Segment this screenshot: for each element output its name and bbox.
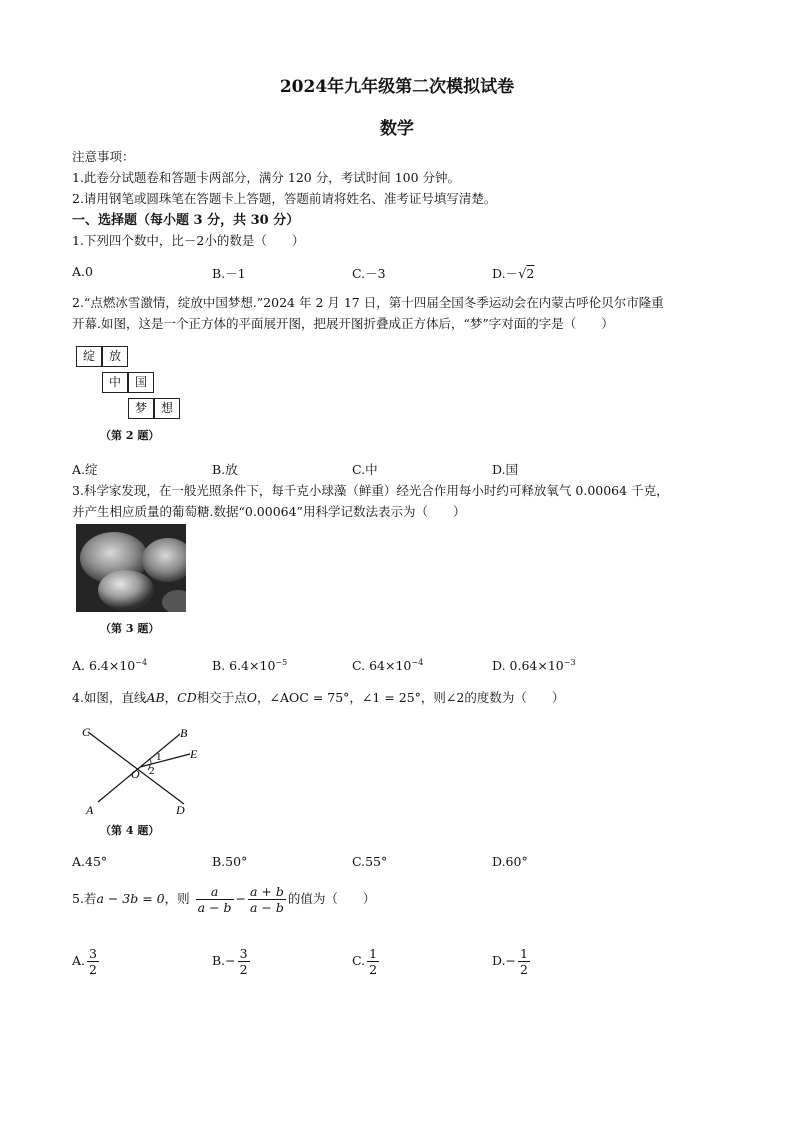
q3-option-d: D. $0.64\times 10^{-3}$ xyxy=(492,658,576,674)
cube-net-cell-1: 绽 xyxy=(76,346,102,367)
subject-title: 数学 xyxy=(380,119,414,139)
notes-line-1: 1.此卷分试题卷和答题卡两部分，满分 120 分，考试时间 100 分钟。 xyxy=(72,170,461,185)
q3-caption: （第 3 题） xyxy=(100,622,160,635)
q3-stem-line-1: 3.科学家发现，在一般光照条件下，每千克小球藻（鲜重）经光合作用每小时约可释放氧气 0.00064 千克， xyxy=(72,483,669,498)
cube-net-cell-4: 国 xyxy=(128,372,154,393)
q2-option-d: D.国 xyxy=(492,462,519,477)
label-angle-2: 2 xyxy=(149,765,155,777)
q1-option-c: C.－3 xyxy=(352,266,386,281)
q4-option-d: D.60° xyxy=(492,854,528,869)
q1-option-d-radicand: 2 xyxy=(526,266,535,281)
chlorella-photo xyxy=(76,524,186,612)
label-angle-1: 1 xyxy=(156,751,162,763)
q5-option-c: C. $\frac{1}{2}$ xyxy=(352,946,378,977)
label-a: A xyxy=(86,803,94,817)
q5-option-b: B.− $\frac{3}{2}$ xyxy=(212,946,248,977)
q2-option-c: C.中 xyxy=(352,462,378,477)
q4-option-c: C.55° xyxy=(352,854,388,869)
q3-option-b: B. $6.4\times 10^{-5}$ xyxy=(212,658,288,674)
q3-option-c: C. $64\times 10^{-4}$ xyxy=(352,658,424,674)
cube-net-cell-2: 放 xyxy=(102,346,128,367)
cube-net-cell-5: 梦 xyxy=(128,398,154,419)
notes-line-2: 2.请用钢笔或圆珠笔在答题卡上答题，答题前请将姓名、准考证号填写清楚。 xyxy=(72,191,497,206)
q4-stem: 4.如图，直线AB，CD相交于点O，∠AOC = 75°，∠1 = 25°，则∠2的度数为（ ） xyxy=(72,690,565,705)
label-d: D xyxy=(176,803,185,817)
label-e: E xyxy=(190,747,198,761)
label-b: B xyxy=(180,726,188,740)
q2-option-a: A.绽 xyxy=(72,462,98,477)
label-o: O xyxy=(131,767,140,781)
q1-stem: 1.下列四个数中，比－2小的数是（ ） xyxy=(72,233,305,248)
notes-heading: 注意事项： xyxy=(72,149,135,164)
cube-net-cell-3: 中 xyxy=(102,372,128,393)
q1-option-b: B.－1 xyxy=(212,266,246,281)
exam-title: 2024年九年级第二次模拟试卷 xyxy=(279,77,515,97)
q4-option-a: A.45° xyxy=(72,854,108,869)
q2-caption: （第 2 题） xyxy=(100,429,160,442)
q3-option-a: A. $6.4\times 10^{-4}$ xyxy=(72,658,148,674)
q5-fraction-1: $\frac{a}{a - b}$ xyxy=(197,884,232,915)
q3-stem-line-2: 并产生相应质量的葡萄糖.数据“0.00064”用科学记数法表示为（ ） xyxy=(72,504,466,519)
q1-option-a: A.0 xyxy=(72,264,93,279)
cube-net-cell-6: 想 xyxy=(154,398,180,419)
q4-option-b: B.50° xyxy=(212,854,248,869)
q1-option-d: D.－√2 xyxy=(492,266,535,282)
q5-option-a: A. $\frac{3}{2}$ xyxy=(72,946,97,977)
q5-option-d: D.− $\frac{1}{2}$ xyxy=(492,946,528,977)
q2-stem-line-2: 开幕.如图，这是一个正方体的平面展开图，把展开图折叠成正方体后，“梦”字对面的字是（ ） xyxy=(72,316,614,331)
q5-stem: 5.若a − 3b = 0，则 $\frac{a}{a - b}$ − $\frac{a + b}{a - b}$ 的值为（ ） xyxy=(72,884,376,915)
q2-option-b: B.放 xyxy=(212,462,238,477)
intersecting-lines-figure xyxy=(76,720,206,820)
section-title: 一、选择题（每小题 3 分，共 30 分） xyxy=(72,213,300,228)
q2-stem-line-1: 2.“点燃冰雪激情，绽放中国梦想.”2024 年 2 月 17 日，第十四届全国冬季运动会在内蒙古呼伦贝尔市隆重 xyxy=(72,295,664,310)
q5-fraction-2: $\frac{a + b}{a - b}$ xyxy=(250,884,284,915)
label-c: C xyxy=(82,725,91,739)
q4-caption: （第 4 题） xyxy=(100,824,160,837)
